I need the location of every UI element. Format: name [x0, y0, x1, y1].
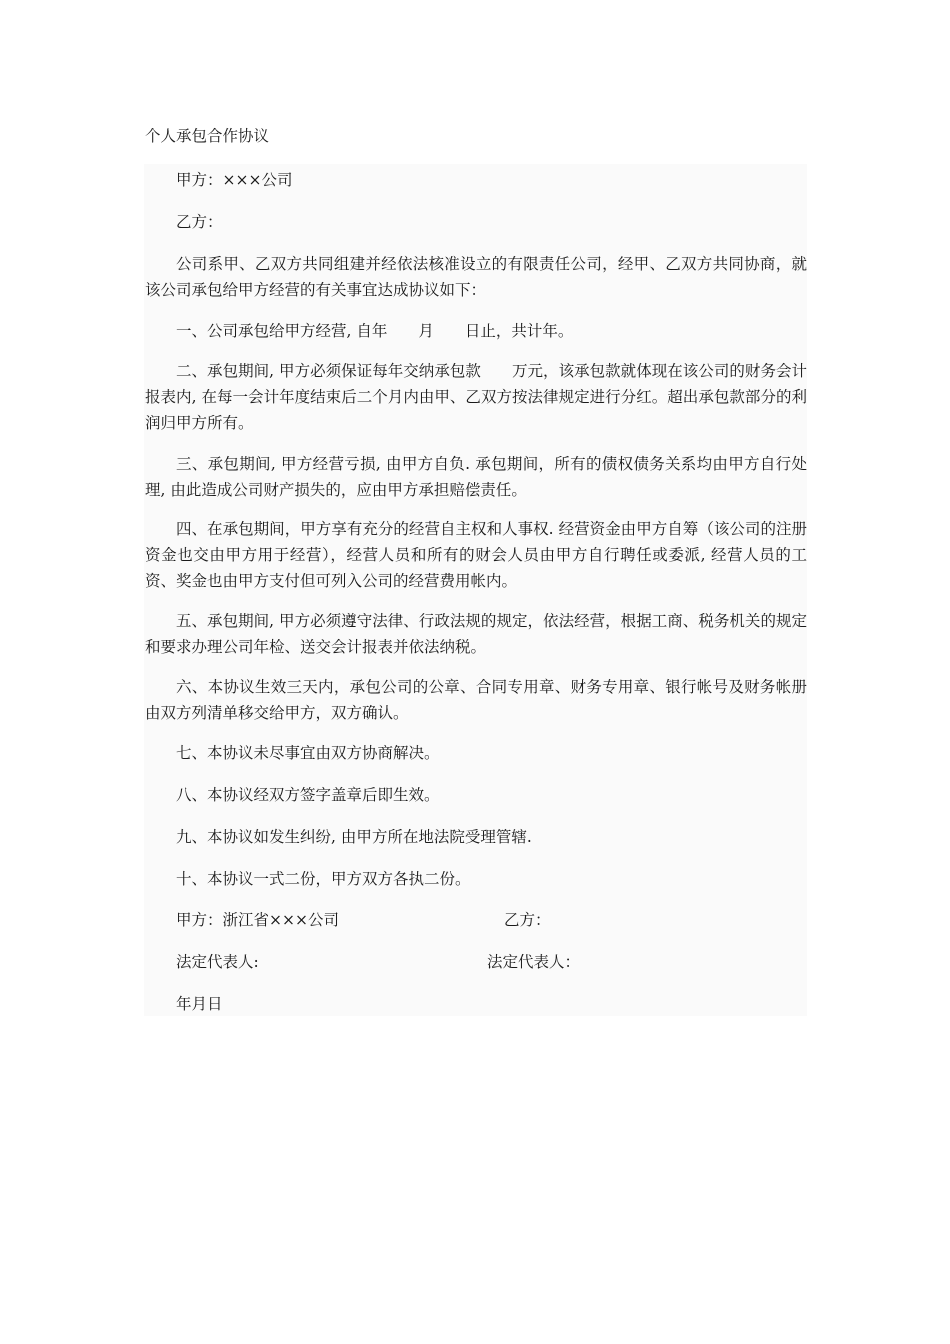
clause-1: 一、公司承包给甲方经营, 自年 月 日止，共计年。: [176, 322, 574, 340]
clause-5: 五、承包期间, 甲方必须遵守法律、行政法规的规定，依法经营，根据工商、税务机关的规定和要求办理公司年检、送交会计报表并依法纳税。: [145, 612, 807, 656]
clause-7: 七、本协议未尽事宜由双方协商解决。: [176, 744, 440, 762]
signature-party-a: 甲方：浙江省×××公司: [176, 911, 339, 929]
clause-2: 二、承包期间, 甲方必须保证每年交纳承包款 万元，该承包款就体现在该公司的财务会计报表内, 在每一会计年度结束后二个月内由甲、乙双方按法律规定进行分红。超出承包款部分的利润归甲方所有。: [145, 362, 807, 432]
preamble-paragraph: 公司系甲、乙双方共同组建并经依法核准设立的有限责任公司，经甲、乙双方共同协商，就该公司承包给甲方经营的有关事宜达成协议如下：: [145, 255, 807, 299]
clause-6: 六、本协议生效三天内，承包公司的公章、合同专用章、财务专用章、银行帐号及财务帐册由双方列清单移交给甲方，双方确认。: [145, 678, 807, 722]
clause-10: 十、本协议一式二份，甲方双方各执二份。: [176, 870, 471, 888]
party-b-line: 乙方：: [176, 213, 223, 231]
clause-4: 四、在承包期间，甲方享有充分的经营自主权和人事权. 经营资金由甲方自筹（该公司的注册资金也交由甲方用于经营），经营人员和所有的财会人员由甲方自行聘任或委派, 经营人员的工资、奖金也由甲方支付但可列入公司的经营费用帐内。: [145, 520, 807, 590]
signature-rep-b: 法定代表人：: [487, 953, 581, 971]
clause-3: 三、承包期间, 甲方经营亏损, 由甲方自负. 承包期间，所有的债权债务关系均由甲方自行处理, 由此造成公司财产损失的，应由甲方承担赔偿责任。: [145, 455, 807, 499]
signature-party-b: 乙方：: [504, 911, 551, 929]
document-title: 个人承包合作协议: [145, 127, 270, 145]
party-a-line: 甲方：×××公司: [176, 171, 293, 189]
signature-date: 年月日: [176, 995, 223, 1013]
clause-9: 九、本协议如发生纠纷, 由甲方所在地法院受理管辖.: [176, 828, 532, 846]
signature-rep-a: 法定代表人:: [176, 953, 259, 971]
clause-8: 八、本协议经双方签字盖章后即生效。: [176, 786, 440, 804]
